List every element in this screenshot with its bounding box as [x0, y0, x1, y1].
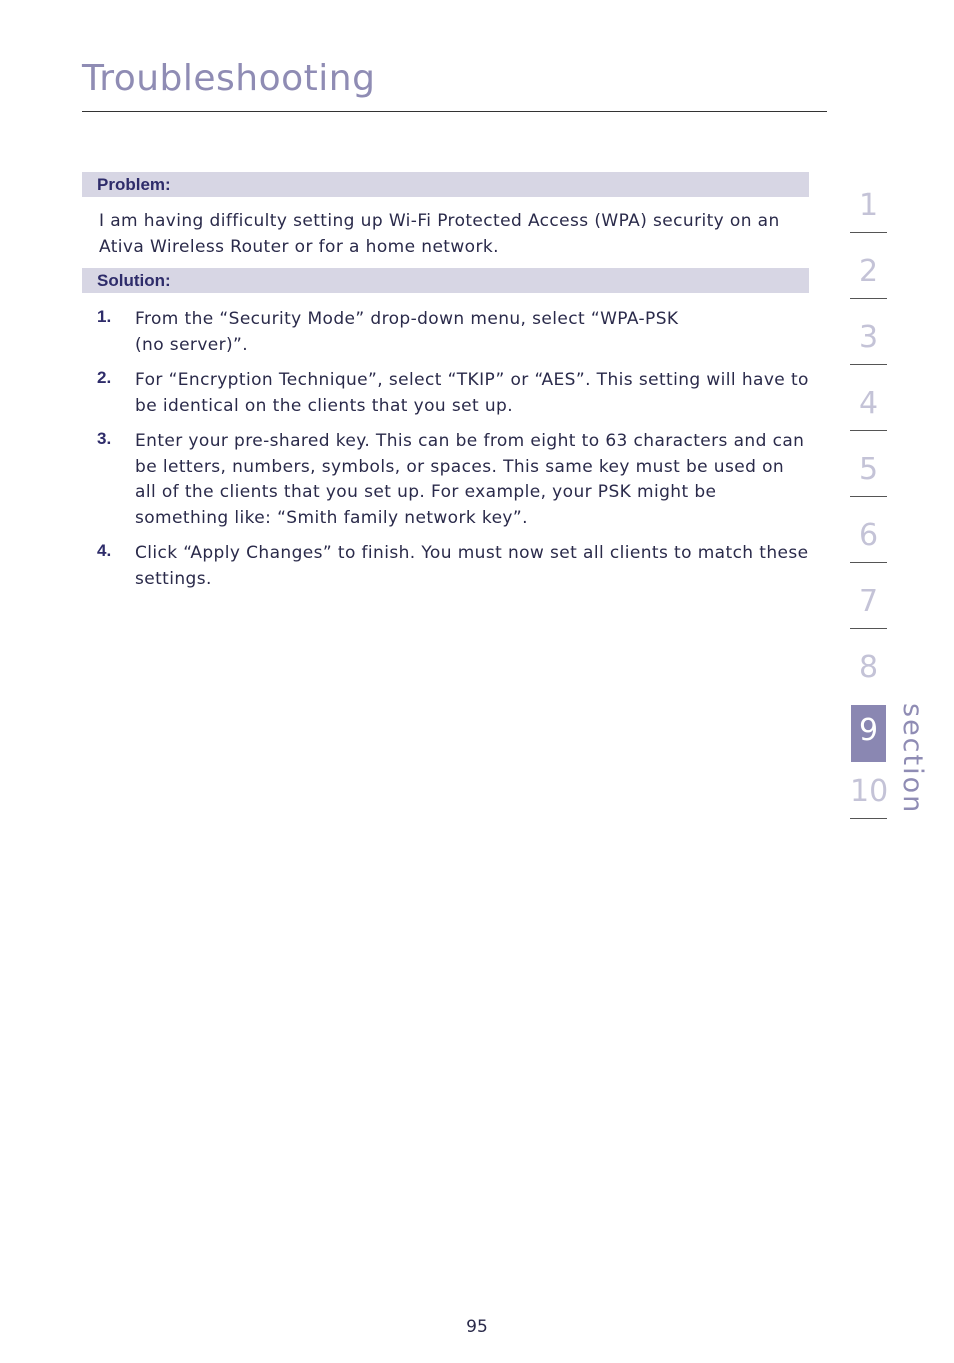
- solution-steps: [97, 307, 809, 592]
- section-divider: [850, 298, 887, 299]
- section-divider: [850, 818, 887, 819]
- section-nav: [850, 185, 887, 837]
- page-number: 95: [466, 1317, 488, 1337]
- step-item: [97, 368, 809, 419]
- section-number: 6: [858, 518, 879, 553]
- section-number: 7: [858, 584, 879, 619]
- step-text: Enter your pre-shared key. This can be from eight to 63 characters and can be letters, numbers, symbols, or spaces. This same key must be used on all of the clients that you set up. For example, your PSK might be something like: “Smith family network key”.: [135, 431, 805, 528]
- solution-label: Solution:: [97, 271, 171, 290]
- step-text: Click “Apply Changes” to finish. You must now set all clients to match these settings.: [135, 543, 809, 589]
- section-number: 8: [858, 650, 879, 685]
- section-tab-8[interactable]: [850, 647, 887, 713]
- section-tab-3[interactable]: [850, 317, 887, 383]
- problem-text: I am having difficulty setting up Wi-Fi Protected Access (WPA) security on an Ativa Wireless Router or for a home network.: [99, 211, 780, 257]
- section-divider: [850, 496, 887, 497]
- problem-label: Problem:: [97, 175, 171, 194]
- solution-header: [82, 268, 809, 293]
- section-number: 9: [858, 713, 879, 748]
- section-divider: [850, 232, 887, 233]
- step-text: From the “Security Mode” drop-down menu, select “WPA-PSK (no server)”.: [135, 309, 679, 355]
- section-number: 2: [858, 254, 879, 289]
- title-divider: [82, 111, 827, 112]
- step-number: 2.: [97, 368, 112, 387]
- section-divider: [850, 562, 887, 563]
- section-divider: [850, 430, 887, 431]
- section-label: [896, 703, 936, 813]
- step-item: [97, 429, 809, 531]
- problem-header: [82, 172, 809, 197]
- step-item: [97, 307, 809, 358]
- section-number: 4: [858, 386, 879, 421]
- section-tab-5[interactable]: [850, 449, 887, 515]
- section-tab-1[interactable]: [850, 185, 887, 251]
- step-item: [97, 541, 809, 592]
- step-number: 4.: [97, 541, 112, 560]
- section-divider: [850, 628, 887, 629]
- section-tab-6[interactable]: [850, 515, 887, 581]
- section-number: 3: [858, 320, 879, 355]
- section-number: 1: [858, 188, 879, 223]
- step-number: 1.: [97, 307, 112, 326]
- section-tab-9-active[interactable]: [850, 705, 887, 771]
- section-tab-2[interactable]: [850, 251, 887, 317]
- section-tab-10[interactable]: [850, 771, 887, 837]
- step-text: For “Encryption Technique”, select “TKIP” or “AES”. This setting will have to be identical on the clients that you set up.: [135, 370, 809, 416]
- section-word: section: [897, 703, 928, 815]
- section-number: 5: [858, 452, 879, 487]
- section-divider: [850, 364, 887, 365]
- section-tab-4[interactable]: [850, 383, 887, 449]
- page-title: Troubleshooting: [82, 58, 376, 99]
- section-tab-7[interactable]: [850, 581, 887, 647]
- section-number: 10: [850, 774, 889, 809]
- step-number: 3.: [97, 429, 112, 448]
